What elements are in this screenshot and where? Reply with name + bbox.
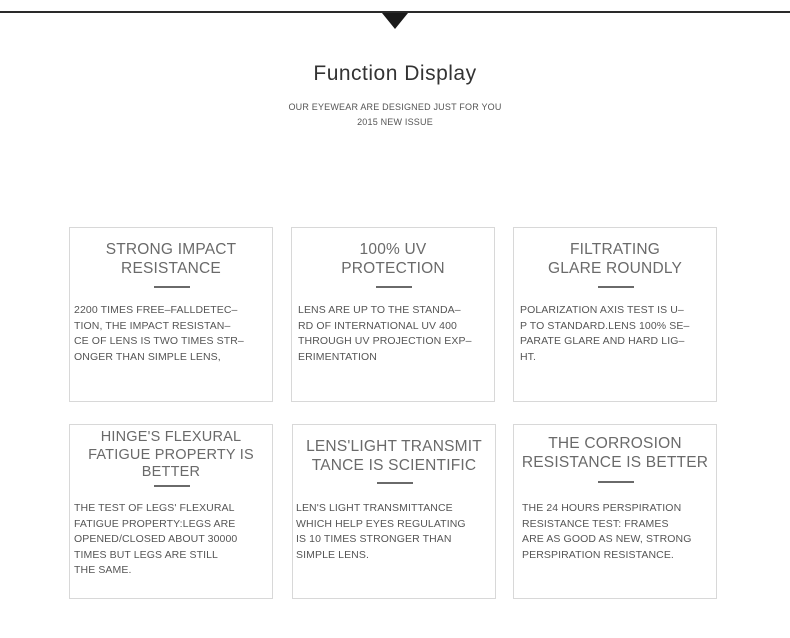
- card-body-line: PARATE GLARE AND HARD LIG–: [520, 335, 685, 347]
- card-body: [520, 303, 716, 365]
- card-heading-line: BETTER: [141, 464, 201, 480]
- card-heading-line: LENS'LIGHT TRANSMIT: [306, 438, 482, 455]
- card-heading-line: HINGE'S FLEXURAL: [100, 429, 242, 445]
- card-heading: [514, 240, 716, 278]
- card-body-line: CE OF LENS IS TWO TIMES STR–: [74, 335, 244, 347]
- card-heading: [70, 429, 272, 482]
- card-heading-line: PROTECTION: [341, 260, 445, 277]
- card-divider: [154, 286, 190, 288]
- card-body: [522, 501, 718, 563]
- feature-card-corrosion: [513, 424, 717, 599]
- card-body-line: P TO STANDARD.LENS 100% SE–: [520, 319, 690, 332]
- card-body-line: LENS ARE UP TO THE STANDA–: [298, 304, 461, 316]
- card-body: [296, 501, 492, 563]
- card-body-line: POLARIZATION AXIS TEST IS U–: [520, 304, 684, 316]
- card-body-line: FATIGUE PROPERTY:LEGS ARE: [74, 517, 236, 530]
- card-body-line: ONGER THAN SIMPLE LENS,: [74, 350, 221, 363]
- card-body-line: IS 10 TIMES STRONGER THAN: [296, 533, 452, 545]
- card-body-line: WHICH HELP EYES REGULATING: [296, 517, 466, 530]
- feature-card-impact: [69, 227, 273, 402]
- card-heading-line: STRONG IMPACT: [105, 241, 237, 258]
- card-body-line: RESISTANCE TEST: FRAMES: [522, 517, 669, 530]
- card-body-line: 2200 TIMES FREE–FALLDETEC–: [74, 304, 238, 316]
- card-heading: [514, 434, 716, 472]
- feature-card-hinge: [69, 424, 273, 599]
- card-heading-line: TANCE IS SCIENTIFIC: [311, 457, 477, 474]
- card-body-line: THE SAME.: [74, 564, 132, 576]
- card-body-line: HT.: [520, 350, 537, 363]
- card-body-line: LEN'S LIGHT TRANSMITTANCE: [296, 502, 453, 514]
- feature-card-light-transmittance: [292, 424, 496, 599]
- card-body-line: OPENED/CLOSED ABOUT 30000: [74, 533, 238, 545]
- page-title: Function Display: [313, 62, 477, 85]
- feature-card-uv-protection: [291, 227, 495, 402]
- card-heading: [70, 240, 272, 278]
- card-body-line: THE TEST OF LEGS' FLEXURAL: [74, 502, 235, 514]
- card-body-line: TIMES BUT LEGS ARE STILL: [74, 548, 219, 561]
- card-heading-line: RESISTANCE IS BETTER: [521, 454, 709, 471]
- card-body-line: RD OF INTERNATIONAL UV 400: [298, 319, 457, 332]
- card-heading: [292, 240, 494, 278]
- card-body: [74, 501, 270, 579]
- card-body-line: SIMPLE LENS.: [296, 548, 369, 561]
- card-heading-line: FILTRATING: [569, 241, 661, 258]
- card-body-line: ERIMENTATION: [298, 350, 377, 363]
- subtitle-line-2: 2015 NEW ISSUE: [357, 117, 433, 127]
- subtitle-line-1: OUR EYEWEAR ARE DESIGNED JUST FOR YOU: [288, 102, 502, 112]
- card-divider: [598, 481, 634, 483]
- card-heading-line: 100% UV: [359, 241, 427, 258]
- card-body-line: ARE AS GOOD AS NEW, STRONG: [522, 533, 692, 545]
- card-divider: [376, 286, 412, 288]
- card-divider: [154, 485, 190, 487]
- card-body-line: PERSPIRATION RESISTANCE.: [522, 548, 674, 561]
- card-body-line: THROUGH UV PROJECTION EXP–: [298, 335, 472, 347]
- card-heading-line: FATIGUE PROPERTY IS: [88, 446, 254, 463]
- card-divider: [598, 286, 634, 288]
- card-heading-line: THE CORROSION: [548, 435, 682, 452]
- down-arrow-icon: [382, 13, 408, 29]
- card-divider: [377, 482, 413, 484]
- card-body: [74, 303, 270, 365]
- feature-card-glare: [513, 227, 717, 402]
- card-body-line: THE 24 HOURS PERSPIRATION: [522, 502, 682, 514]
- card-heading-line: RESISTANCE: [121, 260, 221, 277]
- card-heading: [293, 437, 495, 475]
- card-body-line: TION, THE IMPACT RESISTAN–: [74, 319, 231, 332]
- card-body: [298, 303, 494, 365]
- card-heading-line: GLARE ROUNDLY: [547, 260, 683, 277]
